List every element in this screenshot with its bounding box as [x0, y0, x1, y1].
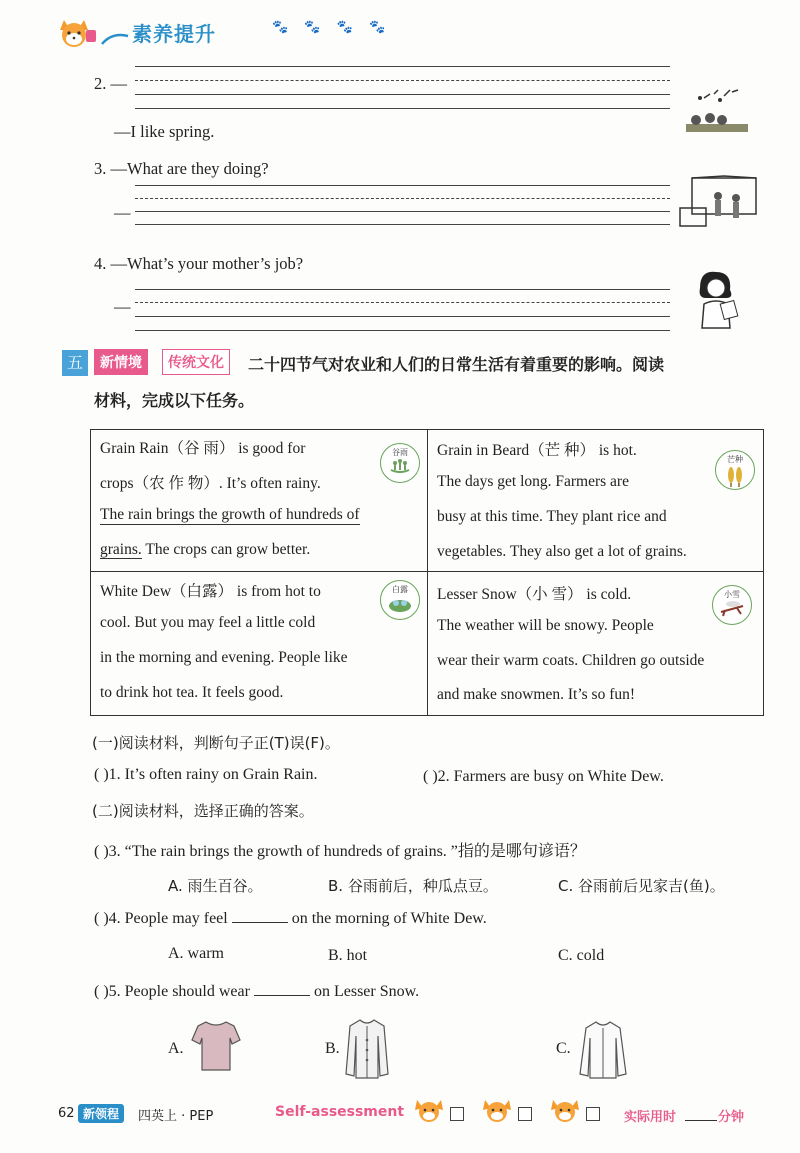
grain-beard-badge	[715, 450, 755, 490]
grain-beard-line-2: The days get long. Farmers are	[437, 473, 629, 490]
tf-question-2[interactable]: ( )2. Farmers are busy on White Dew.	[423, 768, 664, 785]
lesser-snow-line-1: Lesser Snow（小 雪） is cold.	[437, 586, 632, 603]
section-intro-line-1: 二十四节气对农业和人们的日常生活有着重要的影响。阅读	[248, 355, 665, 374]
fox-face-icon	[414, 1098, 444, 1122]
mc-question-5[interactable]	[94, 983, 419, 1001]
tag-new-scenario: 新情境	[94, 349, 148, 375]
q4-dash: —	[114, 297, 131, 316]
q5-option-a-label[interactable]: A.	[168, 1040, 184, 1057]
q2-line-1[interactable]	[135, 66, 670, 67]
tf-question-1[interactable]: ( )1. It’s often rainy on Grain Rain.	[94, 766, 318, 783]
q4-line-1[interactable]	[135, 289, 670, 290]
lesser-snow-line-4: and make snowmen. It’s so fun!	[437, 686, 636, 703]
q2-line-4[interactable]	[135, 108, 670, 109]
white-dew-badge-label: 白露	[392, 585, 408, 594]
brand-badge: 新领程	[78, 1104, 124, 1123]
minute-label: 分钟	[718, 1110, 745, 1125]
assessment-checkbox-3[interactable]	[586, 1107, 600, 1121]
section-number: 五	[62, 350, 88, 376]
header-swoosh	[100, 30, 130, 46]
table-divider-vertical	[427, 429, 428, 716]
fox-face-icon	[482, 1098, 512, 1122]
q3-question: 3. —What are they doing?	[94, 159, 269, 178]
grade-label: 四英上 · PEP	[138, 1109, 214, 1124]
grain-beard-badge-label: 芒种	[727, 455, 743, 464]
self-assessment-label: Self-assessment	[275, 1104, 405, 1120]
q3-line-1[interactable]	[135, 185, 670, 186]
q2-number: 2. —	[94, 74, 127, 93]
q3-line-3[interactable]	[135, 211, 670, 212]
q3-line-2[interactable]	[135, 198, 670, 199]
q3-line-4[interactable]	[135, 224, 670, 225]
q4-prefix: ( )4. People may feel	[94, 910, 228, 927]
part2-title: (二)阅读材料，选择正确的答案。	[92, 802, 314, 820]
q3-dash: —	[114, 203, 131, 222]
grain-beard-line-3: busy at this time. They plant rice and	[437, 508, 667, 525]
lesser-snow-badge-label: 小雪	[724, 590, 740, 599]
white-dew-badge	[380, 580, 420, 620]
section-intro-line-2: 材料，完成以下任务。	[94, 391, 255, 410]
part1-title: (一)阅读材料，判断句子正(T)误(F)。	[92, 734, 340, 752]
people-working-picture	[678, 174, 760, 230]
white-dew-line-3: in the morning and evening. People like	[100, 649, 348, 666]
q4-line-3[interactable]	[135, 316, 670, 317]
q4-suffix: on the morning of White Dew.	[291, 910, 487, 927]
grain-rain-line-1: Grain Rain（谷 雨） is good for	[100, 440, 306, 457]
paw-print-icons: 🐾 🐾 🐾 🐾	[272, 20, 392, 35]
q4-line-2[interactable]	[135, 302, 670, 303]
grain-rain-line-2: crops（农 作 物）. It’s often rainy.	[100, 475, 321, 492]
q4-blank[interactable]	[232, 910, 288, 923]
spring-picture	[684, 84, 750, 136]
mc-question-4[interactable]	[94, 910, 487, 928]
q3-option-c[interactable]: C. 谷雨前后见家吉(鱼)。	[558, 877, 725, 895]
long-shirt-picture[interactable]	[578, 1018, 628, 1082]
q4-line-4[interactable]	[135, 330, 670, 331]
q3-option-a[interactable]: A. 雨生百谷。	[168, 877, 263, 895]
table-divider-horizontal	[90, 571, 764, 572]
grain-rain-badge	[380, 443, 420, 483]
q2-answer: —I like spring.	[114, 122, 215, 141]
white-dew-line-2: cool. But you may feel a little cold	[100, 614, 316, 631]
q4-option-a[interactable]: A. warm	[168, 945, 224, 962]
lesser-snow-line-2: The weather will be snowy. People	[437, 617, 654, 634]
q5-suffix: on Lesser Snow.	[313, 983, 420, 1000]
header-title: 素养提升	[132, 22, 216, 46]
header-mascot	[58, 16, 98, 50]
doctor-mother-picture	[690, 268, 742, 330]
q4-option-b[interactable]: B. hot	[328, 947, 368, 964]
fox-face-icon	[550, 1098, 580, 1122]
white-dew-line-1: White Dew（白露） is from hot to	[100, 583, 321, 600]
q4-question: 4. —What’s your mother’s job?	[94, 254, 304, 273]
assessment-checkbox-2[interactable]	[518, 1107, 532, 1121]
mc-question-3[interactable]: ( )3. “The rain brings the growth of hundreds of grains. ”指的是哪句谚语？	[94, 843, 586, 860]
lesser-snow-line-3: wear their warm coats. Children go outside	[437, 652, 705, 669]
q2-line-3[interactable]	[135, 94, 670, 95]
page-number: 62	[58, 1106, 75, 1121]
assessment-checkbox-1[interactable]	[450, 1107, 464, 1121]
q5-option-b-label[interactable]: B.	[325, 1040, 340, 1057]
grain-rain-underlined: grains.	[100, 541, 142, 558]
q5-blank[interactable]	[254, 983, 310, 996]
time-blank[interactable]	[685, 1120, 717, 1121]
q3-option-b[interactable]: B. 谷雨前后，种瓜点豆。	[328, 877, 498, 895]
grain-beard-line-4: vegetables. They also get a lot of grains.	[437, 543, 687, 560]
grain-rain-tail: The crops can grow better.	[141, 541, 311, 558]
grain-rain-badge-label: 谷雨	[392, 448, 408, 457]
q4-option-c[interactable]: C. cold	[558, 947, 605, 964]
q2-line-2[interactable]	[135, 80, 670, 81]
shirt-picture[interactable]	[190, 1018, 242, 1074]
q5-option-c-label[interactable]: C.	[556, 1040, 571, 1057]
white-dew-line-4: to drink hot tea. It feels good.	[100, 684, 284, 701]
q5-prefix: ( )5. People should wear	[94, 983, 250, 1000]
actual-time-label: 实际用时	[624, 1110, 677, 1125]
tag-traditional-culture: 传统文化	[162, 349, 230, 375]
grain-rain-line-3: The rain brings the growth of hundreds of	[100, 506, 360, 523]
lesser-snow-badge	[712, 585, 752, 625]
coat-picture[interactable]	[344, 1016, 390, 1082]
grain-beard-line-1: Grain in Beard（芒 种） is hot.	[437, 442, 637, 459]
grain-rain-line-4	[100, 541, 310, 559]
